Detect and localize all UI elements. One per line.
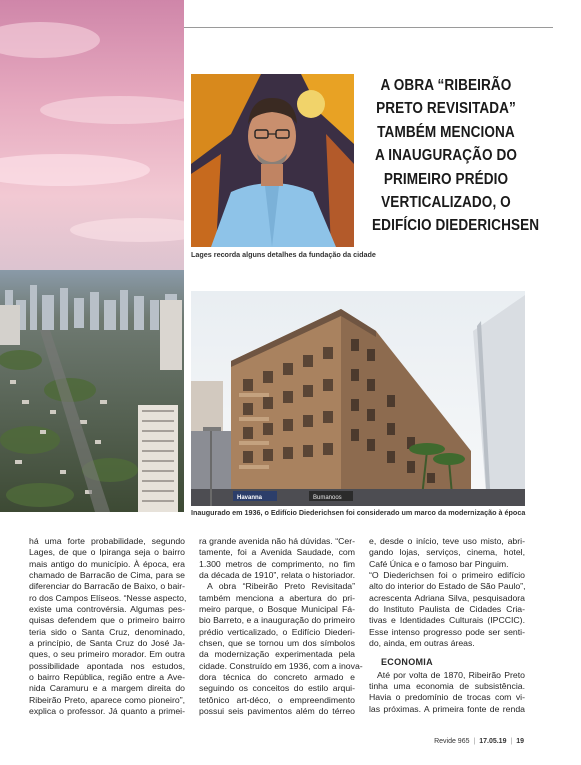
text-line: A obra “Ribeirão Preto Revisitada” [207, 581, 355, 592]
text-line: Lages, de que o Ipiranga seja o bairro [29, 547, 185, 558]
text-line: possui seis pavimentos além do térreo [199, 706, 355, 717]
pull-quote-line: VERTICALIZADO, O [381, 194, 511, 212]
portrait-photo [191, 74, 354, 247]
text-line: Ribeirão Preto, aparece como pioneiro”, [29, 694, 185, 705]
text-line: possibilidade apontada nos estudos, [29, 660, 185, 671]
pull-quote-line: PRIMEIRO PRÉDIO [383, 170, 509, 188]
text-line: do, ainda, em outras áreas. [369, 638, 475, 649]
text-line: existe uma controvérsia. Algumas pes- [29, 604, 185, 615]
text-line: ro dos Campos Elíseos. “Nesse aspecto, [29, 592, 187, 603]
pull-quote-line: A INAUGURAÇÃO DO [374, 147, 518, 165]
text-line: do Instituto Paulista de Cidades Cria- [369, 604, 525, 615]
text-line: explica o professor. Já quanto a primei- [29, 706, 185, 717]
pull-quote-line: TAMBÉM MENCIONA [377, 123, 515, 141]
text-line: alto do interior do Estado de São Paulo”, [369, 581, 526, 592]
pull-quote-line: PRETO REVISITADA” [376, 100, 516, 118]
pull-quote-line: EDIFÍCIO DIEDERICHSEN [372, 217, 540, 235]
building-illustration [191, 291, 525, 506]
text-line: las próximas. A primeira fonte de renda [369, 703, 525, 714]
text-line: meiro parque, o Bosque Municipal Fá- [199, 604, 355, 615]
text-line: Havia o predomínio de trocas com vi- [369, 692, 525, 703]
text-line: da década de 1910”, relata o historiador. [199, 570, 356, 581]
text-line: bio Barreto, e a inauguração do primeiro [199, 615, 355, 626]
building-photo [191, 291, 525, 506]
shop-sign-bumanoos: Bumanoos [313, 495, 342, 501]
pull-quote [372, 74, 540, 238]
text-line: cidade. Construído em 1936, com a inova- [199, 660, 363, 671]
text-line: teria sido o Santa Cruz, denominado, [29, 626, 185, 637]
text-line: seguindo os conceitos do estilo arqui- [199, 683, 355, 694]
page-number: 19 [516, 738, 524, 745]
text-line: da modernização experimentada pela [199, 649, 355, 660]
text-line: gando lojas, serviços, cinema, hotel, [369, 547, 525, 558]
page-footer [434, 738, 524, 745]
footer-separator: | [510, 738, 513, 745]
text-line: 1.300 metros de comprimento, no fim [199, 558, 355, 569]
text-line: Café Única e o famoso bar Pinguim. [369, 558, 509, 569]
text-line: prédio verticalizado, o Edifício Diederi- [199, 626, 355, 637]
text-line: nida Caramuru e a margem direita do [29, 683, 185, 694]
portrait-caption: Lages recorda alguns detalhes da fundação da cidade [191, 250, 376, 259]
footer-date: 17.05.19 [479, 738, 507, 745]
text-line: há uma forte probabilidade, segundo [29, 536, 185, 546]
city-aerial-illustration [0, 0, 184, 512]
text-line: Esse intenso progresso pode ser senti- [369, 626, 525, 637]
text-line: o bairro República, região entre a Ave- [29, 672, 185, 683]
building-caption: Inaugurado em 1936, o Edifício Diederichsen foi considerado um marco da modernização à época [191, 508, 526, 517]
text-line: tamente, foi a Avenida Saudade, com [199, 547, 355, 558]
footer-magazine: Revide 965 [434, 738, 470, 745]
pull-quote-line: A OBRA “RIBEIRÃO [380, 77, 512, 94]
city-aerial-photo [0, 0, 184, 512]
text-column-3 [369, 536, 525, 715]
text-line: a princípio, de Santa Cruz do José Ja- [29, 638, 185, 649]
text-column-2 [199, 536, 363, 718]
text-line: diferenciar do Barracão de Baixo, o bair- [29, 581, 185, 592]
text-line: dora técnica do concreto armado e [199, 672, 355, 683]
text-line: chamado de Barracão de Cima, para se [29, 570, 185, 581]
shop-sign-havanna: Havanna [237, 495, 263, 501]
text-line: “O Diederichsen foi o primeiro edifício [369, 570, 525, 581]
text-line: Até por volta de 1870, Ribeirão Preto [377, 669, 525, 680]
text-line: também menciona a abertura do pri- [199, 592, 355, 603]
text-line: acrescenta Adriana Silva, pesquisadora [369, 592, 525, 603]
text-line: quisas defendem que o primeiro bairro [29, 615, 185, 626]
text-line: tinha uma economia de subsistência. [369, 681, 525, 692]
text-line: tetônico art-déco, o empreendimento [199, 694, 355, 705]
section-subhead: ECONOMIA [381, 657, 433, 668]
text-line: mais antigo do município. À época, era [29, 558, 185, 569]
footer-separator: | [473, 738, 476, 745]
text-line: ques, o seu primeiro morador. Em outra [29, 649, 185, 660]
portrait-illustration [191, 74, 354, 247]
text-line: tivas e Identidades Culturais (IPCCIC). [369, 615, 525, 626]
text-line: e, desde o início, teve uso misto, abri- [369, 536, 525, 546]
text-column-1 [29, 536, 185, 718]
text-line: chsen, que se tornou um dos símbolos [199, 638, 355, 649]
text-line: ra grande avenida não há dúvidas. “Cer- [199, 536, 355, 546]
